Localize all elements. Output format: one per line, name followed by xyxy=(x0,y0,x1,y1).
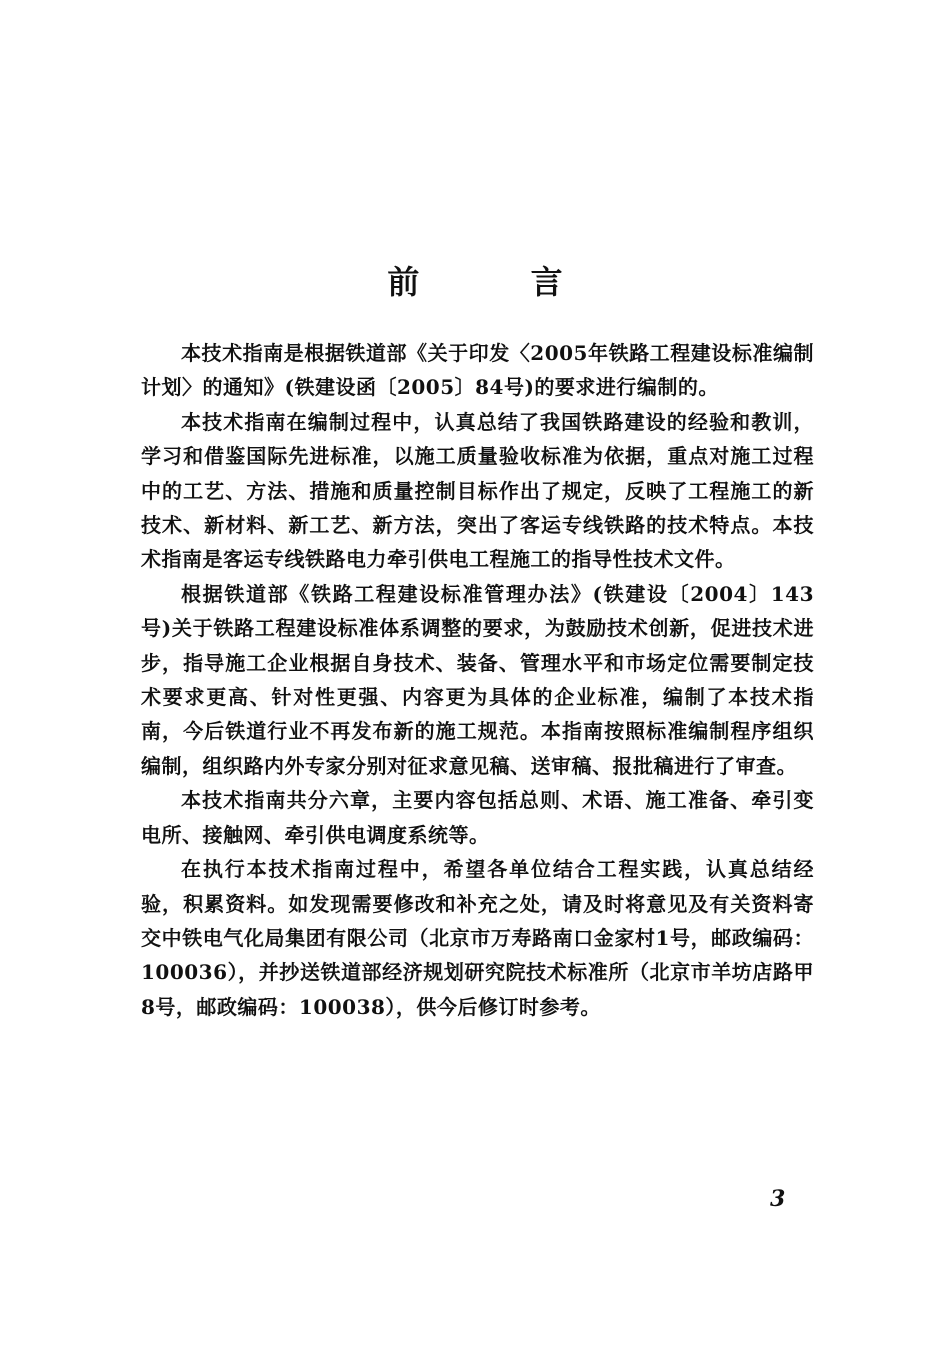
paragraph-4: 本技术指南共分六章，主要内容包括总则、术语、施工准备、牵引变电所、接触网、牵引供电调度系统等。 xyxy=(141,788,814,847)
paragraph-3: 根据铁道部《铁路工程建设标准管理办法》(铁建设〔2004〕143号)关于铁路工程建设标准体系调整的要求，为鼓励技术创新，促进技术进步，指导施工企业根据自身技术、装备、管理水平和市场定位需要制定技术要求更高、针对性更强、内容更为具体的企业标准，编制了本技术指南，今后铁道行业不再发布新的施工规范。本指南按照标准编制程序组织编制，组织路内外专家分别对征求意见稿、送审稿、报批稿进行了审查。 xyxy=(141,581,814,778)
body-text xyxy=(141,336,814,1024)
page-number: 3 xyxy=(770,1186,786,1212)
paragraph-5: 在执行本技术指南过程中，希望各单位结合工程实践，认真总结经验，积累资料。如发现需要修改和补充之处，请及时将意见及有关资料寄交中铁电气化局集团有限公司（北京市万寿路南口金家村1号，邮政编码：100036），并抄送铁道部经济规划研究院技术标准所（北京市羊坊店路甲8号，邮政编码：100038），供今后修订时参考。 xyxy=(141,857,814,1019)
paragraph-2: 本技术指南在编制过程中，认真总结了我国铁路建设的经验和教训，学习和借鉴国际先进标准，以施工质量验收标准为依据，重点对施工过程中的工艺、方法、措施和质量控制目标作出了规定，反映了工程施工的新技术、新材料、新工艺、新方法，突出了客运专线铁路的技术特点。本技术指南是客运专线铁路电力牵引供电工程施工的指导性技术文件。 xyxy=(141,409,814,572)
page-title: 前 言 xyxy=(387,263,613,301)
paragraph-1: 本技术指南是根据铁道部《关于印发〈2005年铁路工程建设标准编制计划〉的通知》(铁建设函〔2005〕84号)的要求进行编制的。 xyxy=(141,341,814,400)
